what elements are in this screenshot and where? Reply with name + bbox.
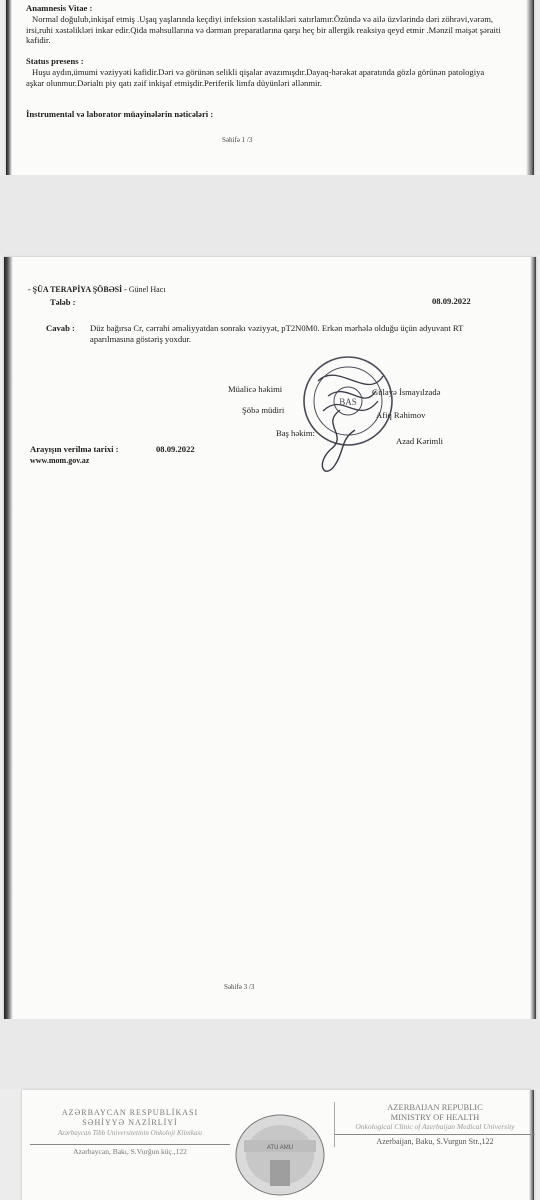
chief-doctor-role: Baş həkim: <box>276 428 315 438</box>
scan-edge-left <box>4 257 13 1019</box>
answer-text: Düz bağırsa Cr, cərrahi əməliyyatdan sonrakı vəziyyət, pT2N0M0. Erkən mərhələ olduğu üçün adyuvant RT aparılmasına göstəriş yoxdur. <box>90 323 464 344</box>
department-title <box>28 285 166 296</box>
az-ministry: SƏHİYYƏ NAZİRLİYİ <box>82 1118 178 1127</box>
seal-text: ATU AMU <box>266 1145 294 1151</box>
clinic-seal-logo <box>230 1110 330 1200</box>
page-gap <box>0 1019 540 1089</box>
signature-scribble <box>310 405 370 485</box>
attending-name: Gülayə İsmayılzadə <box>372 387 441 397</box>
scan-edge-right <box>526 0 534 175</box>
request-date: 08.09.2022 <box>432 296 471 306</box>
anamnesis-heading: Anamnesis Vitae : <box>26 3 93 13</box>
instrumental-heading: İnstrumental və laborator müayinələrin nəticələri : <box>26 109 214 119</box>
document-page-1 <box>6 0 534 175</box>
az-address: Azərbaycan, Bakı, S.Vurğun küç.,122 <box>30 1144 230 1157</box>
page-footer-1: Səhifə 1 /3 <box>222 136 253 144</box>
head-of-dept-role: Şöbə müdiri <box>242 405 285 415</box>
en-address: Azerbaijan, Baku, S.Vurgun Str.,122 <box>335 1134 535 1147</box>
svg-text:BAS: BAS <box>339 397 357 407</box>
document-page-3 <box>22 1090 534 1200</box>
page-gap <box>0 175 540 255</box>
status-heading: Status presens : <box>26 56 84 66</box>
head-of-dept-name: Afiq Rəhimov <box>376 410 426 420</box>
letterhead-az <box>30 1108 230 1157</box>
az-clinic: Azərbaycan Tibb Universitetinin Onkoloji Klinikası <box>57 1129 203 1137</box>
en-clinic: Onkological Clinic of Azerbaijan Medical University <box>355 1122 515 1131</box>
scan-edge-right <box>530 257 536 1019</box>
letterhead-en <box>334 1102 535 1147</box>
en-country: AZERBAIJAN REPUBLIC <box>387 1102 483 1112</box>
anamnesis-text: Normal doğulub,inkişaf etmiş .Uşaq yaşlarında keçdiyi infeksion xəstəlikləri xatırlamır.Özündə və ailə üzvlərində dəri zöhrəvi,vərəm, irsi,ruhi xəstəlikləri inkar edir.Qida məhsullarına və dərman preparatlarına qarşı heç bir allergik reaksiya qeyd etmir .Mənzil məişət şəraiti kafidir. <box>26 14 501 45</box>
az-country: AZƏRBAYCAN RESPUBLİKASI <box>61 1108 199 1117</box>
chief-doctor-name: Azad Kərimli <box>396 436 444 446</box>
scan-edge-left <box>6 0 12 175</box>
issue-date-label: Arayışın verilmə tarixi : <box>30 444 119 454</box>
website: www.mom.gov.az <box>30 456 90 465</box>
department-name: - ŞÜA TERAPİYA ŞÖBƏSİ - <box>28 285 127 294</box>
doctor-name: Günel Hacı <box>128 285 166 294</box>
request-label: Tələb : <box>50 297 76 307</box>
issue-date: 08.09.2022 <box>156 444 195 454</box>
en-ministry: MINISTRY OF HEALTH <box>390 1112 480 1122</box>
attending-role: Müalicə həkimi <box>228 384 283 394</box>
status-text: Huşu aydın,ümumi vəziyyəti kafidir.Dəri və görünən selikli qişalar avazımışdır.Dayaq-hərəkət aparatında gözlə görünən patologiya aşkar olunmur.Dərialtı piy qatı zəif inkişaf etmişdir.Periferik limfa düyünləri əllənmir. <box>26 67 485 88</box>
document-page-2 <box>4 257 536 1019</box>
page-footer-2: Səhifə 3 /3 <box>224 983 255 991</box>
answer-label: Cavab : <box>46 323 75 333</box>
